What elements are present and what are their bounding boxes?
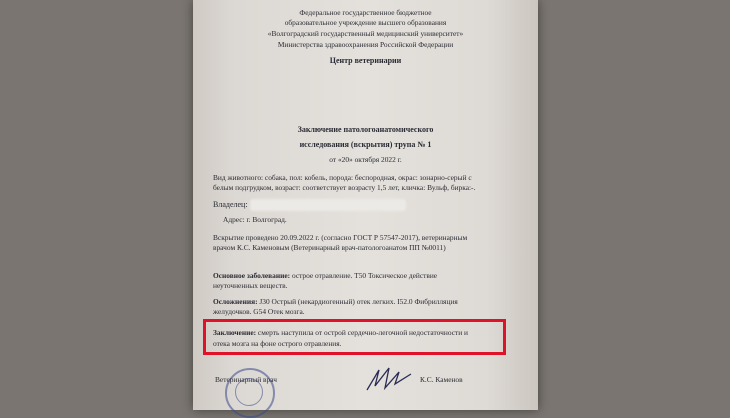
main-disease-text: острое отравление. Т50 Токсическое действие <box>290 271 438 280</box>
signature-role: Ветеринарный врач <box>215 375 277 384</box>
document-page <box>193 0 538 410</box>
address: Адрес: г. Волгоград. <box>223 215 287 224</box>
autopsy-info-line2: врачом К.С. Каменовым (Ветеринарный врач-патологоанатом ПП №0011) <box>213 243 446 252</box>
animal-info-line2: белым подгрудком, возраст: соответствует возрасту 1,5 лет, кличка: Вульф, бирка:-. <box>213 183 476 192</box>
signature-name: К.С. Каменов <box>420 375 463 384</box>
header-center-name: Центр ветеринарии <box>329 56 402 65</box>
complications-line2: желудочков. G54 Отек мозга. <box>213 307 305 316</box>
conclusion-text: смерть наступила от острой сердечно-легочной недостаточности и <box>256 328 468 337</box>
redacted-owner-name <box>250 199 406 211</box>
signature-icon <box>365 366 413 394</box>
autopsy-info: Вскрытие проведено 20.09.2022 г. (согласно ГОСТ Р 57547-2017), ветеринарным <box>213 233 468 242</box>
header-line: Федеральное государственное бюджетное <box>299 8 432 17</box>
conclusion-highlight-box <box>203 319 506 355</box>
complications-label: Осложнения: <box>213 297 258 306</box>
main-disease-line2: неуточненных веществ. <box>213 281 288 290</box>
document-date: от «20» октября 2022 г. <box>329 155 402 164</box>
conclusion-line2: отека мозга на фоне острого отравления. <box>213 339 342 348</box>
header-line: образовательное учреждение высшего образования <box>284 18 447 27</box>
complications-text: J30 Острый (некардиогенный) отек легких. I52.0 Фибрилляция <box>257 297 458 306</box>
animal-info: Вид животного: собака, пол: кобель, порода: беспородная, окрас: зонарно-серый с <box>213 173 472 182</box>
header-line: «Волгоградский государственный медицинский университет» <box>267 29 464 38</box>
document-title-line2: исследования (вскрытия) трупа № 1 <box>299 140 432 149</box>
main-disease-label: Основное заболевание: <box>213 271 291 280</box>
owner-label: Владелец: <box>213 200 248 209</box>
main-disease <box>213 271 437 281</box>
document-title: Заключение патологоанатомического <box>297 125 434 134</box>
conclusion-label: Заключение: <box>213 328 257 337</box>
complications <box>213 297 458 307</box>
header-line: Министерства здравоохранения Российской Федерации <box>277 40 454 49</box>
